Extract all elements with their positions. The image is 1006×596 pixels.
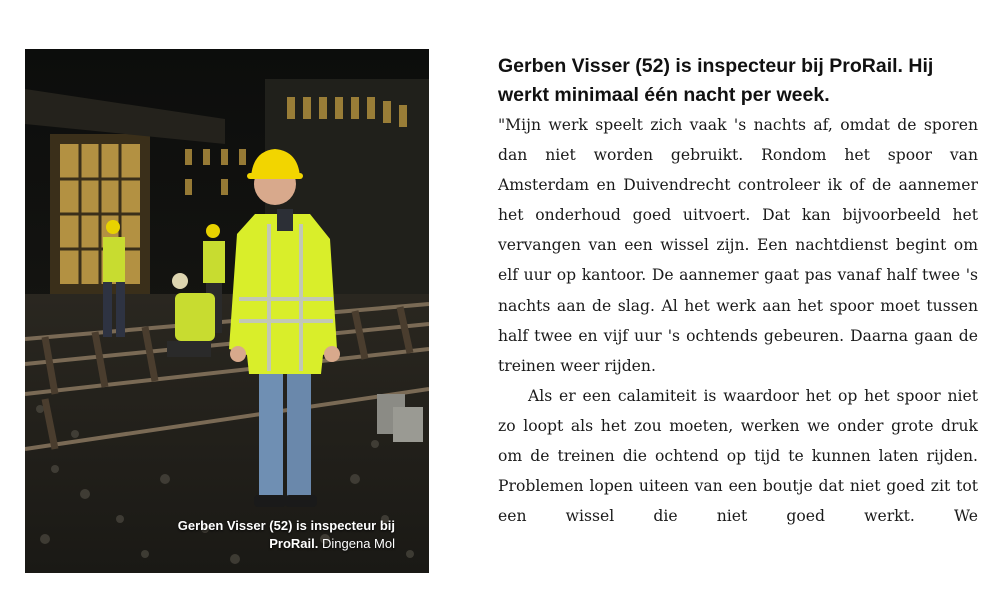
photo-credit: Dingena Mol bbox=[322, 536, 395, 551]
paragraph-2: Als er een calamiteit is waardoor het op het spoor niet zo loopt als het zou moeten, werken we onder grote druk om de treinen die ochtend op tijd te kunnen laten rijden. Problemen lopen uiteen van een boutje dat niet goed zit tot een wissel die niet goed werkt. We bbox=[498, 386, 978, 526]
article-photo bbox=[25, 49, 429, 573]
article-body bbox=[498, 52, 978, 531]
photo-caption bbox=[135, 517, 395, 553]
article-headline: Gerben Visser (52) is inspecteur bij ProRail. Hij werkt minimaal één nacht per week. bbox=[498, 55, 934, 106]
photo-illustration bbox=[25, 49, 429, 573]
caption-text: Gerben Visser (52) is inspecteur bij ProRail. bbox=[177, 518, 395, 551]
paragraph-1: "Mijn werk speelt zich vaak 's nachts af, omdat de sporen dan niet worden gebruikt. Rondom het spoor van Amsterdam en Duivendrecht controleer ik of de aannemer het onderhoud goed uitvoert. Dat kan bijvoorbeeld het vervangen van een wissel zijn. Een nachtdienst begint om elf uur op kantoor. De aannemer gaat pas vanaf half twee 's nachts aan de slag. Al het werk aan het spoor moet tussen half twee en vijf uur 's ochtends gebeuren. Daarna gaan de treinen weer rijden. bbox=[498, 116, 978, 375]
